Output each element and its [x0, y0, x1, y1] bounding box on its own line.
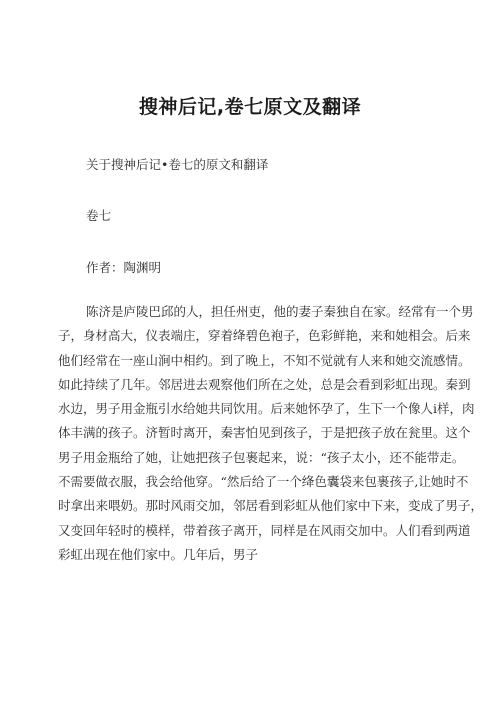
- volume-label: 卷七: [86, 208, 112, 223]
- paragraph-line: 时拿出来喂奶。那时风雨交加，邻居看到彩虹从他们家中下来，变成了男子，: [58, 498, 484, 514]
- paragraph-line: 彩虹出现在他们家中。几年后，男子: [58, 546, 259, 562]
- paragraph-line: 又变回年轻时的模样，带着孩子离开，同样是在风雨交加中。人们看到两道: [58, 522, 471, 538]
- paragraph-line: 水边，男子用金瓶引水给她共同饮用。后来她怀孕了，生下一个像人i样，肉: [58, 401, 475, 417]
- paragraph-line: 体丰满的孩子。济暂时离开，秦害怕见到孩子，于是把孩子放在瓮里。这个: [58, 425, 471, 441]
- author-line: 作者：陶渊明: [86, 260, 162, 275]
- paragraph-line: 如此持续了几年。邻居进去观察他们所在之处，总是会看到彩虹出现。秦到: [58, 376, 471, 392]
- body-paragraph: [58, 300, 484, 567]
- page-title: 搜神后记,卷七原文及翻译: [138, 96, 362, 118]
- paragraph-line: 男子用金瓶给了她，让她把孩子包裹起来，说：“孩子太小，还不能带走。: [58, 449, 465, 465]
- subtitle: 关于搜神后记•卷七的原文和翻译: [86, 157, 269, 172]
- paragraph-line: 陈济是庐陵巴邱的人，担任州吏，他的妻子秦独自在家。经常有一个男: [86, 304, 474, 319]
- paragraph-line: 他们经常在一座山涧中相约。到了晚上，不知不觉就有人来和她交流感情。: [58, 352, 471, 368]
- paragraph-line: 不需要做衣服，我会给他穿。“然后给了一个绛色囊袋来包裹孩子,让她时不: [58, 474, 469, 490]
- paragraph-line: 子，身材高大，仪表端庄，穿着绛碧色袍子，色彩鲜艳，来和她相会。后来: [58, 328, 471, 344]
